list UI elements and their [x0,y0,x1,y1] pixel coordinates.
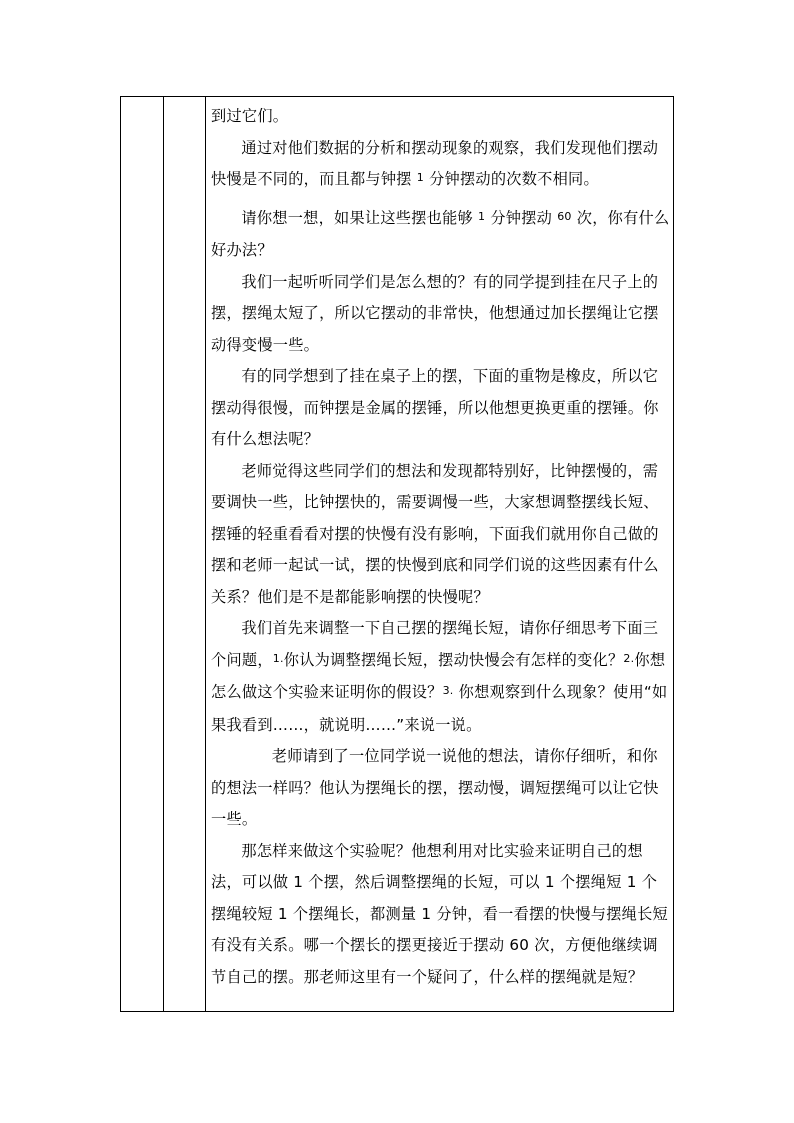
number: 1 [416,171,425,184]
paragraph-8 [211,741,671,836]
text: 分钟摆动的次数不相同。 [424,170,599,188]
text: 到过它们。 [211,107,289,125]
lesson-table [120,96,674,1012]
text: 有的同学想到了挂在桌子上的摆，下面的重物是橡皮，所以它摆动得很慢，而钟摆是金属的摆锤，所以他想更换更重的摆锤。你有什么想法呢？ [211,367,659,448]
text: 分钟摆动 [485,208,558,227]
column-divider-1 [163,97,164,1011]
paragraph-2 [211,133,671,197]
paragraph-3 [211,203,671,267]
paragraph-5 [211,361,671,456]
paragraph-4 [211,267,671,362]
text: 老师请到了一位同学说一说他的想法，请你仔细听，和你的想法一样吗？他认为摆绳长的摆，摆动慢，调短摆绳可以让它快一些。 [211,747,659,828]
text: 请你想一想，如果让这些摆也能够 [241,208,479,227]
paragraph-1 [211,101,671,133]
paragraph-6 [211,456,671,614]
lesson-content-cell [211,101,671,993]
column-divider-2 [205,97,206,1011]
number: 1 [478,209,486,223]
text: 我们首先来调整一下自己摆的摆绳长短，请你仔细思考下面三个问题， [211,619,659,669]
text: 你想怎么做这个实验来证明你的假设？ [211,650,666,701]
text: 你想观察到什么现象？使用“如果我看到……，就说明……”来说一说。 [211,683,668,734]
number: 1. [272,651,284,665]
number: 3. [442,684,454,697]
text: 次，你有什么好办法？ [211,208,670,259]
text: 你认为调整摆绳长短，摆动快慢会有怎样的变化？ [283,650,624,669]
text: 通过对他们数据的分析和摆动现象的观察，我们发现他们摆动快慢是不同的，而且都与钟摆 [211,138,659,188]
number: 60 [557,209,572,223]
paragraph-9 [211,836,671,994]
text: 我们一起听听同学们是怎么想的？有的同学提到挂在尺子上的摆，摆绳太短了，所以它摆动的非常快，他想通过加长摆绳让它摆动得变慢一些。 [211,272,659,354]
text: 老师觉得这些同学们的想法和发现都特别好，比钟摆慢的，需要调快一些，比钟摆快的，需要调慢一些，大家想调整摆线长短、摆锤的轻重看看对摆的快慢有没有影响，下面我们就用你自己做的摆和老师一起试一试，摆的快慢到底和同学们说的这些因素有什么关系？他们是不是都能影响摆的快慢呢？ [211,461,659,606]
paragraph-7 [211,613,671,741]
text: 那怎样来做这个实验呢？他想利用对比实验来证明自己的想法，可以做 1 个摆，然后调整摆绳的长短，可以 1 个摆绳短 1 个摆绳较短 1 个摆绳长，都测量 1 分钟，看一看摆的快慢与摆绳长短有没有关系。哪一个摆长的摆更接近于摆动 60 次，方便他继续调节自己的摆。那老师这里有一个疑问了，什么样的摆绳就是短？ [211,841,668,986]
number: 2. [623,651,635,665]
